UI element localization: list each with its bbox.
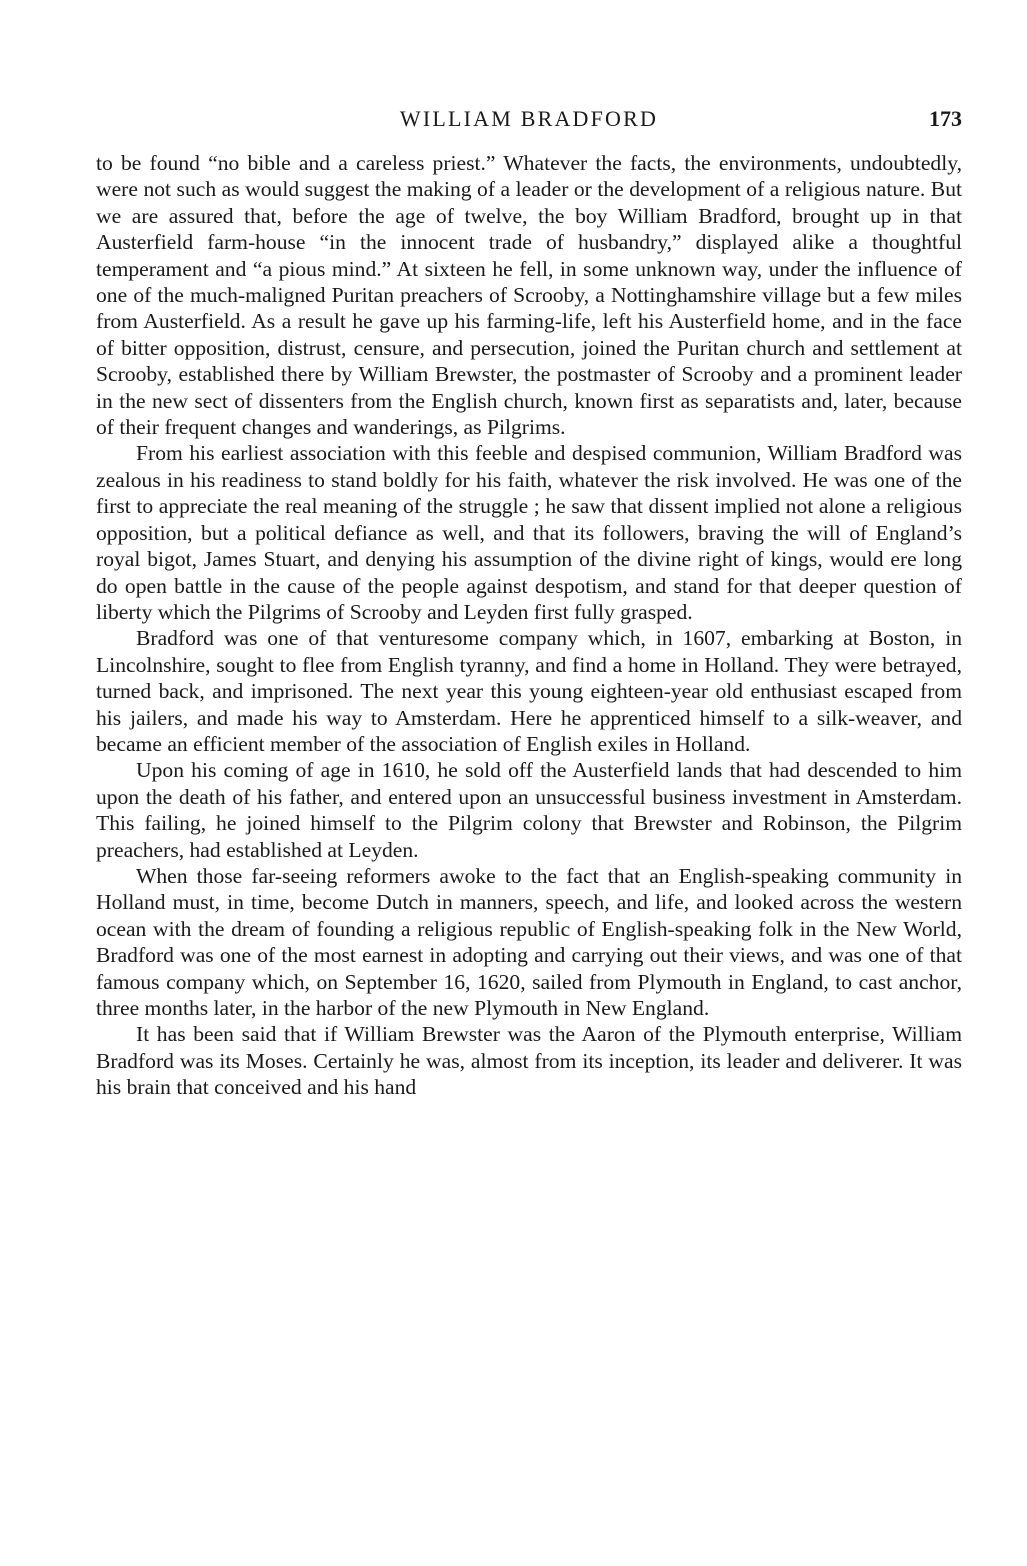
running-title: WILLIAM BRADFORD bbox=[399, 106, 659, 131]
paragraph: From his earliest association with this feeble and despised communion, William Bradford was zealous in his readiness to stand boldly for his faith, whatever the risk involved. He was one of the first to appreciate the real meaning of the struggle ; he saw that dissent implied not alone a religious opposition, but a political defiance as well, and that its followers, braving the will of England’s royal bigot, James Stuart, and denying his assumption of the divine right of kings, would ere long do open battle in the cause of the people against despotism, and stand for that deeper question of liberty which the Pilgrims of Scrooby and Leyden first fully grasped. bbox=[96, 441, 962, 624]
running-head bbox=[96, 104, 962, 138]
body-text bbox=[96, 150, 962, 1101]
page-number: 173 bbox=[929, 106, 962, 131]
paragraph: When those far-seeing reformers awoke to the fact that an English-speaking community in Holland must, in time, become Dutch in manners, speech, and life, and looked across the western ocean with the dream of founding a religious republic of English-speaking folk in the New World, Bradford was one of the most earnest in adopting and carrying out their views, and was one of that famous company which, on September 16, 1620, sailed from Plymouth in England, to cast anchor, three months later, in the harbor of the new Plymouth in New England. bbox=[96, 863, 962, 1020]
paragraph-continued: to be found “no bible and a careless priest.” Whatever the facts, the environments, undoubtedly, were not such as would suggest the making of a leader or the development of a religious nature. But we are assured that, before the age of twelve, the boy William Bradford, brought up in that Austerfield farm-house “in the innocent trade of husbandry,” displayed alike a thoughtful temperament and “a pious mind.” At sixteen he fell, in some unknown way, under the influence of one of the much-maligned Puritan preachers of Scrooby, a Nottinghamshire village but a few miles from Austerfield. As a result he gave up his farming-life, left his Austerfield home, and in the face of bitter opposition, distrust, censure, and persecution, joined the Puritan church and settlement at Scrooby, established there by William Brewster, the postmaster of Scrooby and a prominent leader in the new sect of dissenters from the English church, known first as separatists and, later, because of their frequent changes and wanderings, as Pilgrims. bbox=[96, 151, 962, 440]
paragraph: Bradford was one of that venturesome company which, in 1607, embarking at Boston, in Lincolnshire, sought to flee from English tyranny, and find a home in Holland. They were betrayed, turned back, and imprisoned. The next year this young eighteen-year old enthusiast escaped from his jailers, and made his way to Amsterdam. Here he apprenticed himself to a silk-weaver, and became an efficient member of the association of English exiles in Holland. bbox=[96, 626, 962, 756]
paragraph: Upon his coming of age in 1610, he sold off the Austerfield lands that had descended to him upon the death of his father, and entered upon an unsuccessful business investment in Amsterdam. This failing, he joined himself to the Pilgrim colony that Brewster and Robinson, the Pilgrim preachers, had established at Leyden. bbox=[96, 758, 962, 862]
paragraph: It has been said that if William Brewster was the Aaron of the Plymouth enterprise, William Bradford was its Moses. Certainly he was, almost from its inception, its leader and deliverer. It was his brain that conceived and his hand bbox=[96, 1022, 962, 1100]
